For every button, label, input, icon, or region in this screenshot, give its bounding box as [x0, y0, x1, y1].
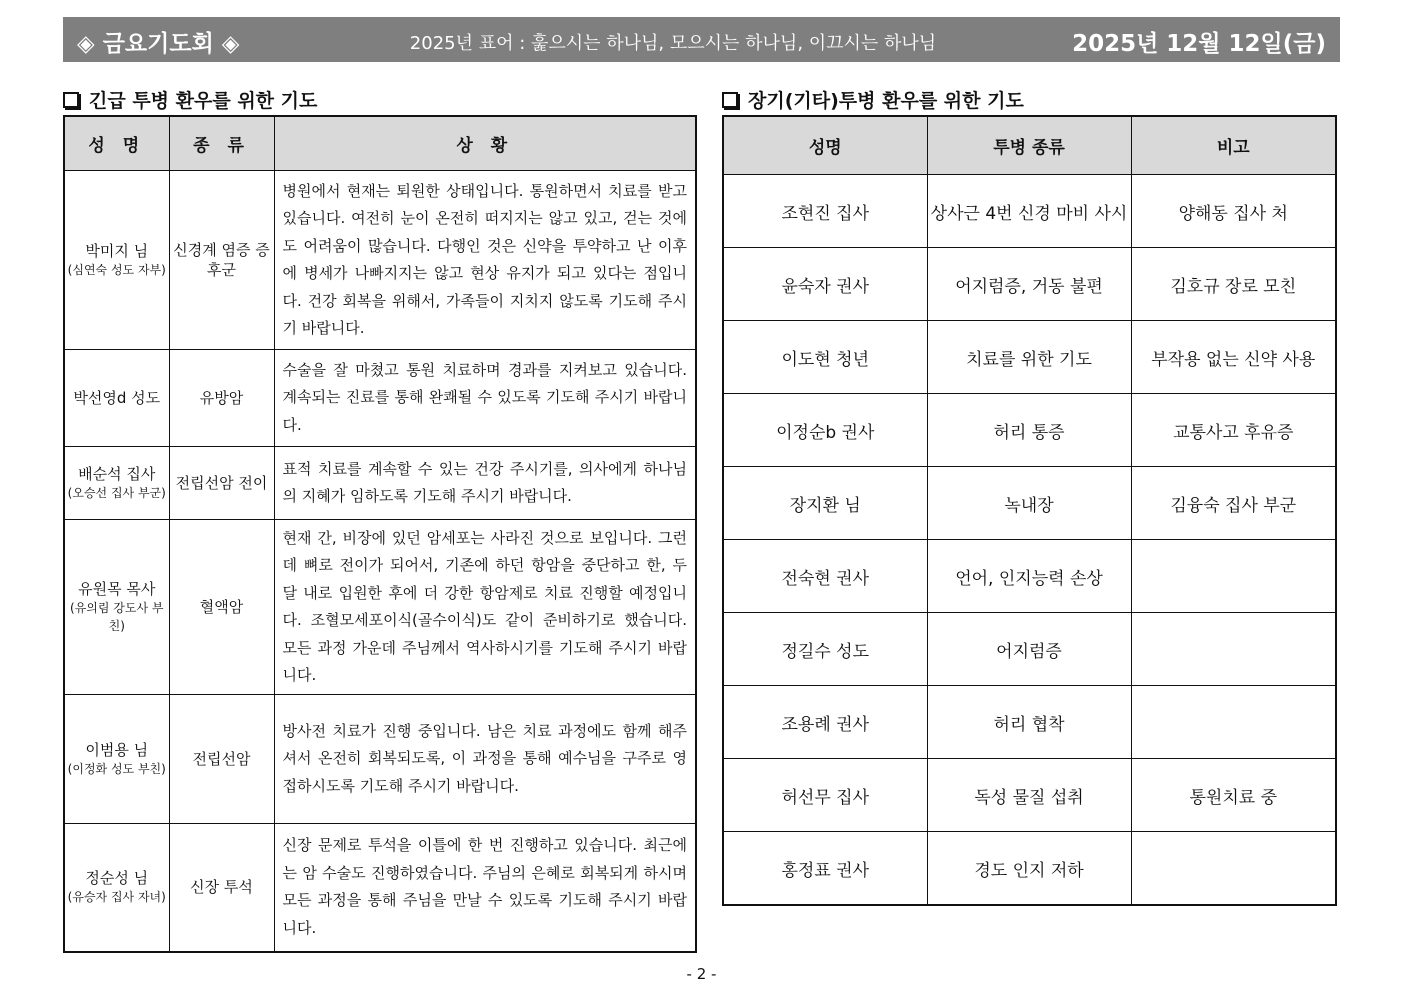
- page-number: - 2 -: [686, 965, 717, 983]
- table-row: [64, 447, 696, 520]
- illness-type-cell: 어지럼증, 거동 불편: [927, 248, 1131, 321]
- table-header-row: [64, 116, 696, 171]
- illness-type-cell: 허리 통증: [927, 394, 1131, 467]
- column-header-situation: 상 황: [274, 116, 696, 171]
- checkbox-square-icon: [722, 92, 738, 108]
- table-row: [723, 686, 1336, 759]
- situation-cell: 수술을 잘 마쳤고 통원 치료하며 경과를 지켜보고 있습니다. 계속되는 진료를 통해 완쾌될 수 있도록 기도해 주시기 바랍니다.: [274, 350, 696, 447]
- table-row: [64, 350, 696, 447]
- patient-name-cell: 박미지 님 (심연숙 성도 자부): [64, 171, 169, 350]
- note-cell: [1131, 613, 1336, 686]
- patient-name-cell: 배순석 집사 (오승선 집사 부군): [64, 447, 169, 520]
- situation-cell: 방사전 치료가 진행 중입니다. 남은 치료 과정에도 함께 해주셔서 온전히 회복되도록, 이 과정을 통해 예수님을 구주로 영접하시도록 기도해 주시기 바랍니다.: [274, 695, 696, 824]
- note-cell: [1131, 832, 1336, 906]
- patient-name-cell: 조현진 집사: [723, 175, 927, 248]
- illness-type-cell: 전립선암: [169, 695, 274, 824]
- header-title: ◈ 금요기도회 ◈: [77, 31, 240, 57]
- table-row: [723, 759, 1336, 832]
- patient-name-cell: 홍정표 권사: [723, 832, 927, 906]
- note-cell: 김융숙 집사 부군: [1131, 467, 1336, 540]
- patient-name-cell: 이정순b 권사: [723, 394, 927, 467]
- table-row: [723, 540, 1336, 613]
- note-cell: 양해동 집사 처: [1131, 175, 1336, 248]
- table-row: [723, 832, 1336, 906]
- patient-name-cell: 이범용 님 (이정화 성도 부친): [64, 695, 169, 824]
- long-term-prayer-table: [722, 115, 1337, 906]
- table-row: [723, 613, 1336, 686]
- illness-type-cell: 신장 투석: [169, 824, 274, 952]
- illness-type-cell: 어지럼증: [927, 613, 1131, 686]
- illness-type-cell: 전립선암 전이: [169, 447, 274, 520]
- patient-name-cell: 박선영d 성도: [64, 350, 169, 447]
- table-header-row: [723, 116, 1336, 175]
- table-row: [723, 248, 1336, 321]
- situation-cell: 신장 문제로 투석을 이틀에 한 번 진행하고 있습니다. 최근에는 암 수술도 진행하였습니다. 주님의 은혜로 회복되게 하시며 모든 과정을 통해 주님을 만날 수 있도록 기도해 주시기 바랍니다.: [274, 824, 696, 952]
- illness-type-cell: 상사근 4번 신경 마비 사시: [927, 175, 1131, 248]
- illness-type-cell: 신경계 염증 증후군: [169, 171, 274, 350]
- patient-name-cell: 윤숙자 권사: [723, 248, 927, 321]
- table-row: [64, 171, 696, 350]
- note-cell: 교통사고 후유증: [1131, 394, 1336, 467]
- checkbox-square-icon: [63, 92, 79, 108]
- column-header-type: 종 류: [169, 116, 274, 171]
- situation-cell: 현재 간, 비장에 있던 암세포는 사라진 것으로 보입니다. 그런데 뼈로 전이가 되어서, 기존에 하던 항암을 중단하고 한, 두 달 내로 입원한 후에 더 강한 항암제로 치료 진행할 예정입니다. 조혈모세포이식(골수이식)도 같이 준비하기로 했습니다. 모든 과정 가운데 주님께서 역사하시기를 기도해 주시기 바랍니다.: [274, 520, 696, 695]
- illness-type-cell: 유방암: [169, 350, 274, 447]
- illness-type-cell: 독성 물질 섭취: [927, 759, 1131, 832]
- column-header-note: 비고: [1131, 116, 1336, 175]
- illness-type-cell: 치료를 위한 기도: [927, 321, 1131, 394]
- note-cell: [1131, 686, 1336, 759]
- patient-name-cell: 정순성 님 (유승자 집사 자녀): [64, 824, 169, 952]
- patient-name-cell: 전숙현 권사: [723, 540, 927, 613]
- table-row: [723, 394, 1336, 467]
- table-row: [64, 520, 696, 695]
- situation-cell: 병원에서 현재는 퇴원한 상태입니다. 통원하면서 치료를 받고 있습니다. 여전히 눈이 온전히 떠지지는 않고 있고, 걷는 것에도 어려움이 많습니다. 다행인 것은 신약을 투약하고 난 이후에 병세가 나빠지지는 않고 현상 유지가 되고 있다는 점입니다. 건강 회복을 위해서, 가족들이 지치지 않도록 기도해 주시기 바랍니다.: [274, 171, 696, 350]
- illness-type-cell: 허리 협착: [927, 686, 1131, 759]
- note-cell: 김호규 장로 모친: [1131, 248, 1336, 321]
- table-row: [723, 321, 1336, 394]
- patient-name-cell: 허선무 집사: [723, 759, 927, 832]
- column-header-illness: 투병 종류: [927, 116, 1131, 175]
- right-section-title: 장기(기타)투병 환우를 위한 기도: [722, 86, 1024, 113]
- header-date: 2025년 12월 12일(금): [1072, 31, 1326, 57]
- note-cell: 부작용 없는 신약 사용: [1131, 321, 1336, 394]
- situation-cell: 표적 치료를 계속할 수 있는 건강 주시기를, 의사에게 하나님의 지혜가 임하도록 기도해 주시기 바랍니다.: [274, 447, 696, 520]
- header-bar: [63, 17, 1340, 62]
- header-motto: 2025년 표어 : 훑으시는 하나님, 모으시는 하나님, 이끄시는 하나님: [409, 33, 937, 54]
- column-header-name: 성명: [723, 116, 927, 175]
- note-cell: [1131, 540, 1336, 613]
- illness-type-cell: 혈액암: [169, 520, 274, 695]
- illness-type-cell: 녹내장: [927, 467, 1131, 540]
- illness-type-cell: 경도 인지 저하: [927, 832, 1131, 906]
- illness-type-cell: 언어, 인지능력 손상: [927, 540, 1131, 613]
- column-header-name: 성 명: [64, 116, 169, 171]
- patient-name-cell: 조용례 권사: [723, 686, 927, 759]
- table-row: [64, 695, 696, 824]
- patient-name-cell: 장지환 님: [723, 467, 927, 540]
- left-section-title: 긴급 투병 환우를 위한 기도: [63, 86, 317, 113]
- patient-name-cell: 유원목 목사 (유의림 강도사 부친): [64, 520, 169, 695]
- note-cell: 통원치료 중: [1131, 759, 1336, 832]
- table-row: [723, 467, 1336, 540]
- patient-name-cell: 이도현 청년: [723, 321, 927, 394]
- patient-name-cell: 정길수 성도: [723, 613, 927, 686]
- table-row: [723, 175, 1336, 248]
- urgent-prayer-table: [63, 115, 697, 953]
- table-row: [64, 824, 696, 952]
